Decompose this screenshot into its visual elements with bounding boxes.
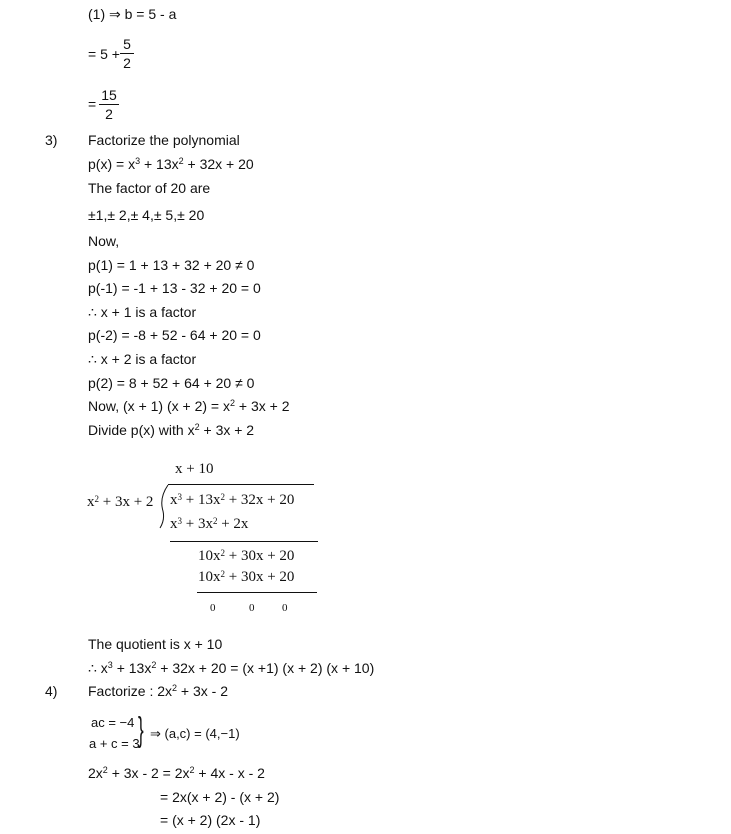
quotient-statement: The quotient is x + 10 (88, 636, 223, 652)
fraction-5-over-2 (120, 36, 134, 71)
system-line-2: a + c = 3 (89, 736, 140, 751)
factors-list: ±1,± 2,± 4,± 5,± 20 (88, 207, 205, 223)
now-label: Now, (88, 233, 120, 249)
division-remainder-1: $10x^2 + 30x + 20$ (198, 548, 295, 564)
division-dividend: $x^3 + 13x^2 + 32x + 20$ (170, 492, 295, 508)
factor-text: The factor of 20 are (88, 180, 211, 196)
final-factorization: ∴ $x^3 + 13x^2 + 32x + 20 = (x +1) (x + 2) (x + 10)$ (88, 660, 375, 676)
polynomial-definition: $p(x) = x^3 + 13x^2 + 32x + 20$ (88, 156, 254, 172)
division-divisor: $x^2 + 3x + 2$ (87, 494, 154, 510)
fraction-bar (120, 53, 134, 54)
divide-instruction: Divide p(x) with $x^2 + 3x + 2$ (88, 422, 255, 438)
system-brace: } (138, 711, 144, 749)
division-line-1 (170, 541, 318, 542)
division-subtract-1: $x^3 + 3x^2 + 2x$ (170, 516, 249, 532)
question-4-number: 4) (45, 683, 58, 699)
factored-result: = (x + 2) (2x - 1) (160, 812, 261, 828)
fraction-denominator: 2 (123, 55, 131, 71)
division-quotient: x + 10 (175, 461, 214, 477)
eval-p2: p(2) = 8 + 52 + 64 + 20 ≠ 0 (88, 375, 255, 391)
division-bar (168, 484, 314, 485)
product-of-factors: Now, (x + 1) $(x + 2) = x^2 + 3x + 2$ (88, 398, 290, 414)
division-zero-1: 0 (210, 602, 216, 614)
division-bracket (157, 484, 171, 530)
split-middle-term: $2x^2 + 3x - 2 = 2x^2 + 4x - x - 2$ (88, 765, 265, 781)
question-3-number: 3) (45, 132, 58, 148)
fraction-numerator: 5 (123, 36, 131, 52)
system-result: ⇒ (a,c) = (4,−1) (150, 726, 240, 741)
division-zero-2: 0 (249, 602, 255, 614)
question-3-title: Factorize the polynomial (88, 132, 240, 148)
prev-line-3-prefix: = (88, 96, 97, 112)
prev-line-2-prefix: = 5 + (88, 46, 120, 62)
fraction-15-over-2 (99, 87, 119, 122)
division-line-2 (197, 592, 317, 593)
division-zero-3: 0 (282, 602, 288, 614)
question-4-title: Factorize : $2x^2 + 3x - 2$ (88, 683, 229, 699)
eval-p-minus-1: p(-1) = -1 + 13 - 32 + 20 = 0 (88, 280, 261, 296)
eval-p1: p(1) = 1 + 13 + 32 + 20 ≠ 0 (88, 257, 255, 273)
fraction-denominator: 2 (105, 106, 113, 122)
fraction-numerator: 15 (101, 87, 117, 103)
fraction-bar (99, 104, 119, 105)
division-subtract-2: $10x^2 + 30x + 20$ (198, 569, 295, 585)
prev-line-1: (1) ⇒ b = 5 - a (88, 6, 177, 22)
therefore-factor-2: ∴ x + 2 is a factor (88, 351, 197, 367)
eval-p-minus-2: p(-2) = -8 + 52 - 64 + 20 = 0 (88, 327, 261, 343)
system-line-1: ac = −4 (91, 715, 135, 730)
therefore-factor-1: ∴ x + 1 is a factor (88, 304, 197, 320)
grouping-step: = 2x(x + 2) - (x + 2) (160, 789, 280, 805)
